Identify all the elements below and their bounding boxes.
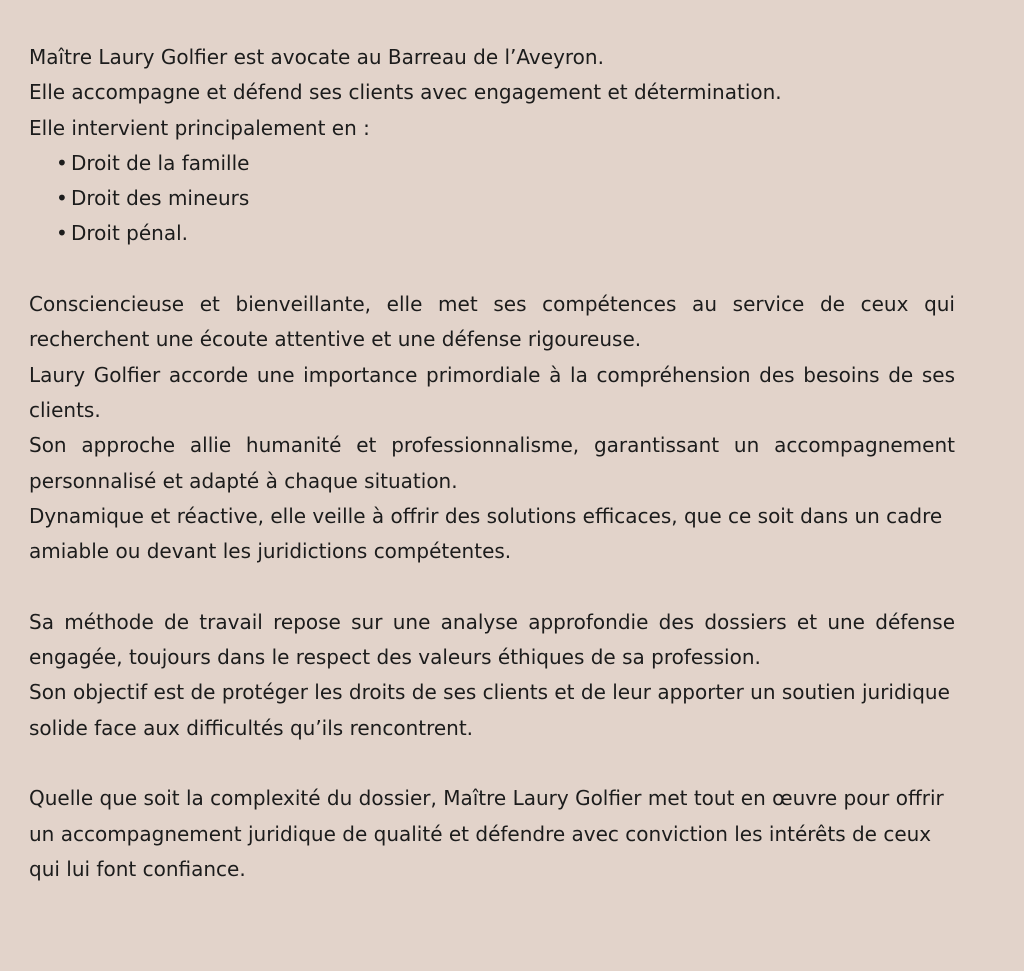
conclusion-paragraph: Quelle que soit la complexité du dossier, Maître Laury Golfier met tout en œuvre pour offrir un accompagnement juridique de qualité et défendre avec conviction les intérêts de ceux qui lui font confiance.: [29, 786, 944, 881]
list-item: [56, 216, 955, 251]
list-item: [56, 181, 955, 216]
list-item: [56, 146, 955, 181]
method-section: [29, 605, 955, 746]
qualities-paragraph-2: Laury Golfier accorde une importance primordiale à la compréhension des besoins de ses clients.: [29, 362, 955, 422]
method-paragraph-1: Sa méthode de travail repose sur une analyse approfondie des dossiers et une défense engagée, toujours dans le respect des valeurs éthiques de sa profession.: [29, 609, 955, 670]
intro-line-2: Elle accompagne et défend ses clients avec engagement et détermination.: [29, 80, 782, 105]
text-block: [29, 40, 955, 887]
paragraph-spacer: [29, 746, 955, 781]
intro-section: [29, 40, 955, 252]
intro-line-1: Maître Laury Golfier est avocate au Barreau de l’Aveyron.: [29, 45, 604, 69]
qualities-paragraph-1: Consciencieuse et bienveillante, elle met ses compétences au service de ceux qui recherchent une écoute attentive et une défense rigoureuse.: [29, 292, 955, 352]
qualities-section: [29, 287, 955, 569]
practice-area-label: Droit de la famille: [71, 150, 250, 175]
bullet-icon: •: [56, 150, 68, 175]
bullet-icon: •: [56, 221, 68, 246]
bullet-icon: •: [56, 186, 68, 211]
practice-area-label: Droit pénal.: [71, 221, 189, 246]
qualities-paragraph-4: Dynamique et réactive, elle veille à offrir des solutions efficaces, que ce soit dans un cadre amiable ou devant les juridictions compétentes.: [29, 503, 943, 564]
method-paragraph-2: Son objectif est de protéger les droits de ses clients et de leur apporter un soutien juridique solide face aux difficultés qu’ils rencontrent.: [29, 680, 950, 740]
practice-area-label: Droit des mineurs: [71, 186, 250, 211]
paragraph-spacer: [29, 569, 955, 604]
qualities-paragraph-3: Son approche allie humanité et professionnalisme, garantissant un accompagnement personnalisé et adapté à chaque situation.: [29, 433, 955, 493]
practice-areas-list: [29, 146, 955, 252]
conclusion-section: [29, 781, 955, 887]
paragraph-spacer: [29, 252, 955, 287]
intro-line-3: Elle intervient principalement en :: [29, 115, 370, 140]
